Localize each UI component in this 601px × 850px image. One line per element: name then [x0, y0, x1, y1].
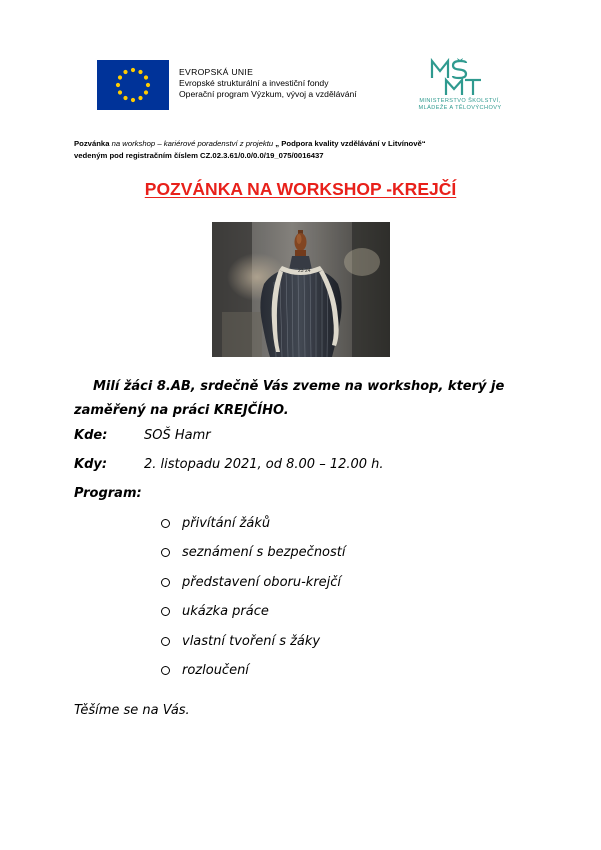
mannequin-photo: [212, 222, 390, 357]
program-item-label: rozloučení: [182, 663, 249, 678]
intro-project-name: „ Podpora kvality vzdělávání v Litvínově“: [275, 139, 426, 148]
msmt-logo-text: [408, 98, 512, 111]
where-value: SOŠ Hamr: [144, 428, 211, 443]
when-value: 2. listopadu 2021, od 8.00 – 12.00 h.: [144, 457, 384, 472]
bullet-circle-icon: [161, 548, 170, 557]
list-item: [161, 516, 270, 531]
list-item: [161, 545, 346, 560]
page-title: POZVÁNKA NA WORKSHOP -KREJČÍ: [144, 179, 457, 199]
eu-stars-icon: [97, 60, 169, 110]
eu-flag-logo: [97, 60, 169, 110]
bullet-circle-icon: [161, 637, 170, 646]
intro-registration: vedeným pod registračním číslem CZ.02.3.61/0.0/0.0/19_075/0016437: [74, 151, 324, 160]
intro-workshop: na workshop – kariérové poradenství z projektu: [109, 139, 276, 148]
closing-text: Těšíme se na Vás.: [74, 703, 190, 718]
bullet-circle-icon: [161, 519, 170, 528]
eu-line2: Operační program Výzkum, vývoj a vzdělávání: [179, 88, 357, 99]
program-label: Program:: [74, 486, 142, 501]
program-item-label: vlastní tvoření s žáky: [182, 634, 321, 649]
msmt-line1: MINISTERSTVO ŠKOLSTVÍ,: [419, 98, 501, 104]
when-label: Kdy:: [74, 457, 108, 472]
intro-paragraph: [74, 138, 544, 162]
page-title-wrap: [0, 179, 601, 200]
bullet-circle-icon: [161, 578, 170, 587]
program-item-label: seznámení s bezpečností: [182, 545, 346, 560]
list-item: [161, 604, 269, 619]
greeting-text: Milí žáci 8.AB, srdečně Vás zveme na workshop, který je zaměřený na práci KREJČÍHO.: [74, 379, 505, 418]
msmt-logo-icon: [429, 58, 493, 98]
bullet-circle-icon: [161, 607, 170, 616]
list-item: [161, 663, 249, 678]
program-item-label: ukázka práce: [182, 604, 269, 619]
program-item-label: představení oboru-krejčí: [182, 575, 342, 590]
program-item-label: přivítání žáků: [182, 516, 271, 531]
eu-title: EVROPSKÁ UNIE: [179, 67, 254, 77]
msmt-line2: MLÁDEŽE A TĚLOVÝCHOVY: [418, 104, 502, 111]
eu-logo-text: [179, 67, 357, 99]
tape-numbers: 23 24: [298, 268, 311, 274]
eu-line1: Evropské strukturální a investiční fondy: [179, 77, 329, 88]
where-label: Kde:: [74, 428, 108, 443]
list-item: [161, 634, 320, 649]
intro-invitation: Pozvánka: [74, 139, 110, 148]
bullet-circle-icon: [161, 666, 170, 675]
list-item: [161, 575, 341, 590]
